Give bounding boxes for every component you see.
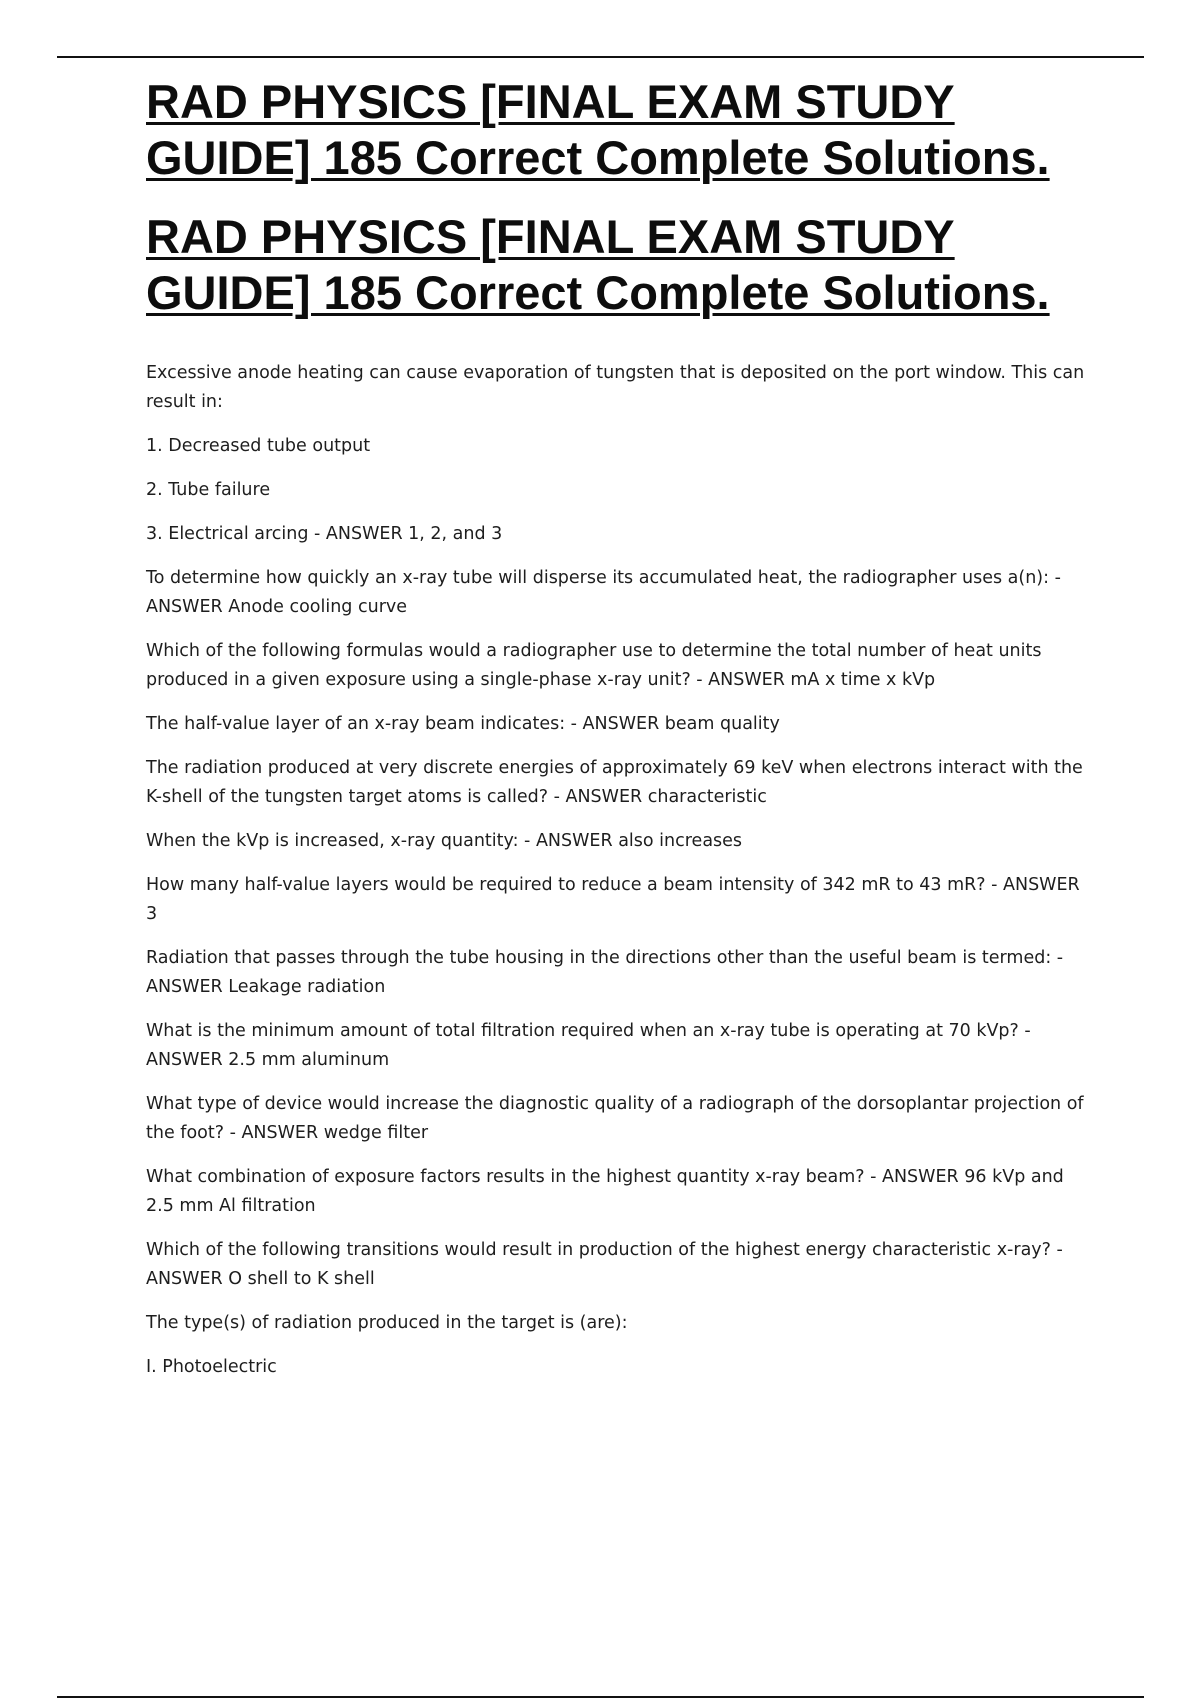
qa-minimum-filtration: What is the minimum amount of total filtration required when an x-ray tube is operating at 70 kVp? - ANSWER 2.5 mm aluminum <box>146 1021 1031 1070</box>
bottom-rule <box>57 1696 1144 1698</box>
qa-kvp-quantity: When the kVp is increased, x-ray quantity: - ANSWER also increases <box>146 831 743 851</box>
qa-anode-cooling: To determine how quickly an x-ray tube will disperse its accumulated heat, the radiographer uses a(n): - ANSWER Anode cooling curve <box>146 568 1061 617</box>
qa-radiation-types: The type(s) of radiation produced in the target is (are): <box>146 1313 628 1333</box>
paragraph-anode-heating: Excessive anode heating can cause evaporation of tungsten that is deposited on the port window. This can result in: <box>146 363 1085 412</box>
document-title-repeat <box>146 209 1096 321</box>
qa-leakage-radiation: Radiation that passes through the tube housing in the directions other than the useful beam is termed: - ANSWER Leakage radiation <box>146 948 1064 997</box>
top-rule <box>57 56 1144 58</box>
qa-shell-transition: Which of the following transitions would result in production of the highest energy characteristic x-ray? - ANSWER O shell to K shell <box>146 1240 1063 1289</box>
title-line-2: GUIDE] 185 Correct Complete Solutions. <box>146 131 1050 184</box>
list-item-photoelectric: I. Photoelectric <box>146 1357 277 1377</box>
qa-heat-units: Which of the following formulas would a radiographer use to determine the total number of heat units produced in a given exposure using a single-phase x-ray unit? - ANSWER mA x time x kVp <box>146 641 1042 690</box>
document-title <box>146 74 1096 186</box>
repeat-title-line-2: GUIDE] 185 Correct Complete Solutions. <box>146 266 1050 319</box>
document-body <box>146 74 1096 1397</box>
list-item-1: 1. Decreased tube output <box>146 436 371 456</box>
qa-exposure-factors: What combination of exposure factors results in the highest quantity x-ray beam? - ANSWER 96 kVp and 2.5 mm Al filtration <box>146 1167 1064 1216</box>
qa-hvl-count: How many half-value layers would be required to reduce a beam intensity of 342 mR to 43 mR? - ANSWER 3 <box>146 875 1080 924</box>
repeat-title-line-1: RAD PHYSICS [FINAL EXAM STUDY <box>146 210 955 263</box>
qa-wedge-filter: What type of device would increase the diagnostic quality of a radiograph of the dorsoplantar projection of the foot? - ANSWER wedge filter <box>146 1094 1084 1143</box>
qa-half-value-layer: The half-value layer of an x-ray beam indicates: - ANSWER beam quality <box>146 714 780 734</box>
list-item-2: 2. Tube failure <box>146 480 271 500</box>
title-line-1: RAD PHYSICS [FINAL EXAM STUDY <box>146 75 955 128</box>
list-item-3: 3. Electrical arcing - ANSWER 1, 2, and 3 <box>146 524 503 544</box>
qa-characteristic: The radiation produced at very discrete energies of approximately 69 keV when electrons interact with the K-shell of the tungsten target atoms is called? - ANSWER characteristic <box>146 758 1083 807</box>
